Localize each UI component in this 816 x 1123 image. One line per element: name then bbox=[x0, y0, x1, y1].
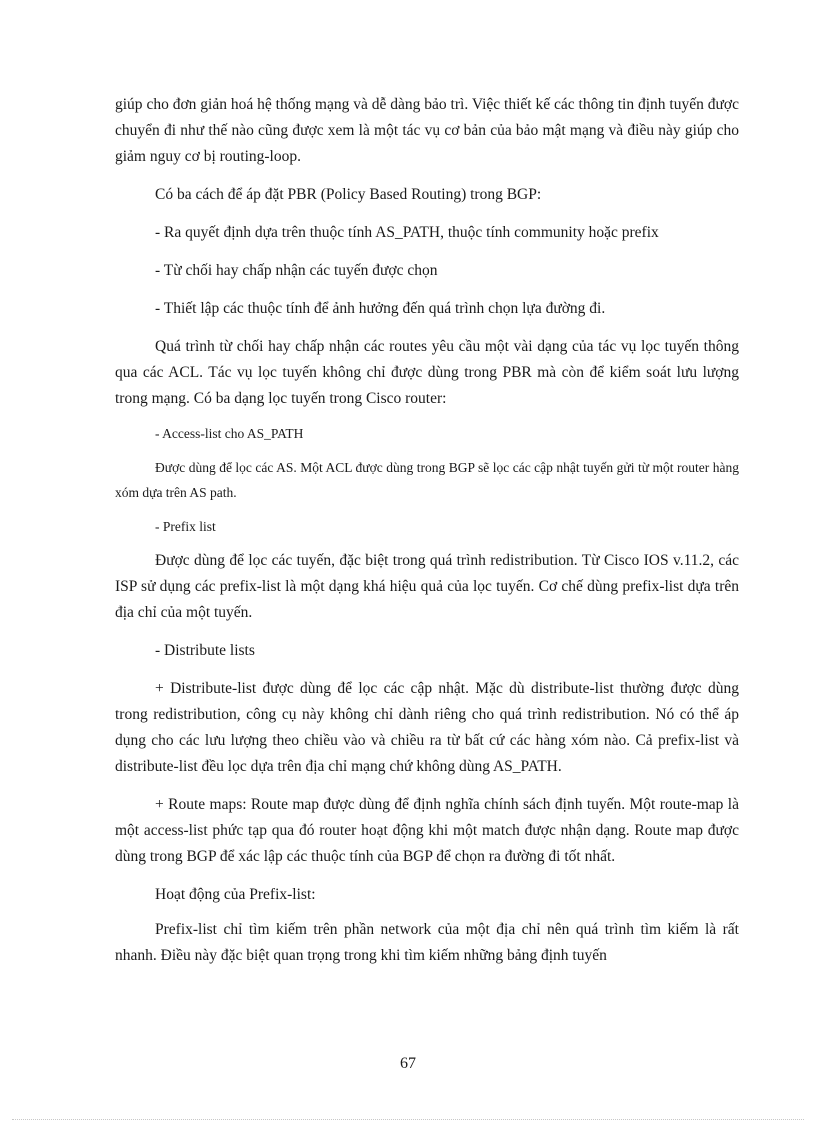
subheading-prefix-list-operation: Hoạt động của Prefix-list: bbox=[155, 886, 316, 903]
list-item-set-attributes: - Thiết lập các thuộc tính để ảnh hưởng đến quá trình chọn lựa đường đi. bbox=[155, 300, 606, 317]
subheading-prefix-list: - Prefix list bbox=[155, 519, 216, 534]
footer-divider bbox=[12, 1119, 804, 1120]
page-body bbox=[115, 92, 739, 969]
paragraph-intro-continuation: giúp cho đơn giản hoá hệ thống mạng và dễ dàng bảo trì. Việc thiết kế các thông tin định tuyến được chuyển đi như thế nào cũng được xem là một tác vụ cơ bản của bảo mật mạng và điều này giúp cho giảm nguy cơ bị routing-loop. bbox=[115, 96, 739, 165]
paragraph-route-maps-desc: + Route maps: Route map được dùng để định nghĩa chính sách định tuyến. Một route-map là một access-list phức tạp qua đó router hoạt động khi một match được nhận dạng. Route map được dùng trong BGP để xác lập các thuộc tính của BGP để chọn ra đường đi tốt nhất. bbox=[115, 796, 739, 865]
paragraph-access-list-desc: Được dùng để lọc các AS. Một ACL được dùng trong BGP sẽ lọc các cập nhật tuyến gửi từ một router hàng xóm dựa trên AS path. bbox=[115, 460, 739, 500]
page-number: 67 bbox=[400, 1055, 416, 1072]
paragraph-distribute-list-desc: + Distribute-list được dùng để lọc các cập nhật. Mặc dù distribute-list thường được dùng trong redistribution, công cụ này không chỉ dành riêng cho quá trình redistribution. Nó có thể áp dụng cho các lưu lượng theo chiều vào và chiều ra từ bất cứ các hàng xóm nào. Cả prefix-list và distribute-list đều lọc dựa trên địa chỉ mạng chứ không dùng AS_PATH. bbox=[115, 680, 739, 775]
subheading-distribute-lists: - Distribute lists bbox=[155, 642, 255, 659]
paragraph-prefix-list-operation: Prefix-list chỉ tìm kiếm trên phần network của một địa chỉ nên quá trình tìm kiếm là rất nhanh. Điều này đặc biệt quan trọng trong khi tìm kiếm những bảng định tuyến bbox=[115, 921, 739, 964]
paragraph-pbr-heading: Có ba cách để áp đặt PBR (Policy Based Routing) trong BGP: bbox=[155, 186, 542, 203]
paragraph-prefix-list-desc: Được dùng để lọc các tuyến, đặc biệt trong quá trình redistribution. Từ Cisco IOS v.11.2, các ISP sử dụng các prefix-list là một dạng khá hiệu quả của lọc tuyến. Cơ chế dùng prefix-list dựa trên địa chỉ của một tuyến. bbox=[115, 552, 739, 621]
paragraph-route-filtering: Quá trình từ chối hay chấp nhận các routes yêu cầu một vài dạng của tác vụ lọc tuyến thông qua các ACL. Tác vụ lọc tuyến không chỉ được dùng trong PBR mà còn để kiểm soát lưu lượng trong mạng. Có ba dạng lọc tuyến trong Cisco router: bbox=[115, 338, 739, 407]
list-item-as-path: - Ra quyết định dựa trên thuộc tính AS_PATH, thuộc tính community hoặc prefix bbox=[155, 224, 659, 241]
subheading-access-list: - Access-list cho AS_PATH bbox=[155, 426, 304, 441]
list-item-reject-accept: - Từ chối hay chấp nhận các tuyến được chọn bbox=[155, 262, 438, 279]
